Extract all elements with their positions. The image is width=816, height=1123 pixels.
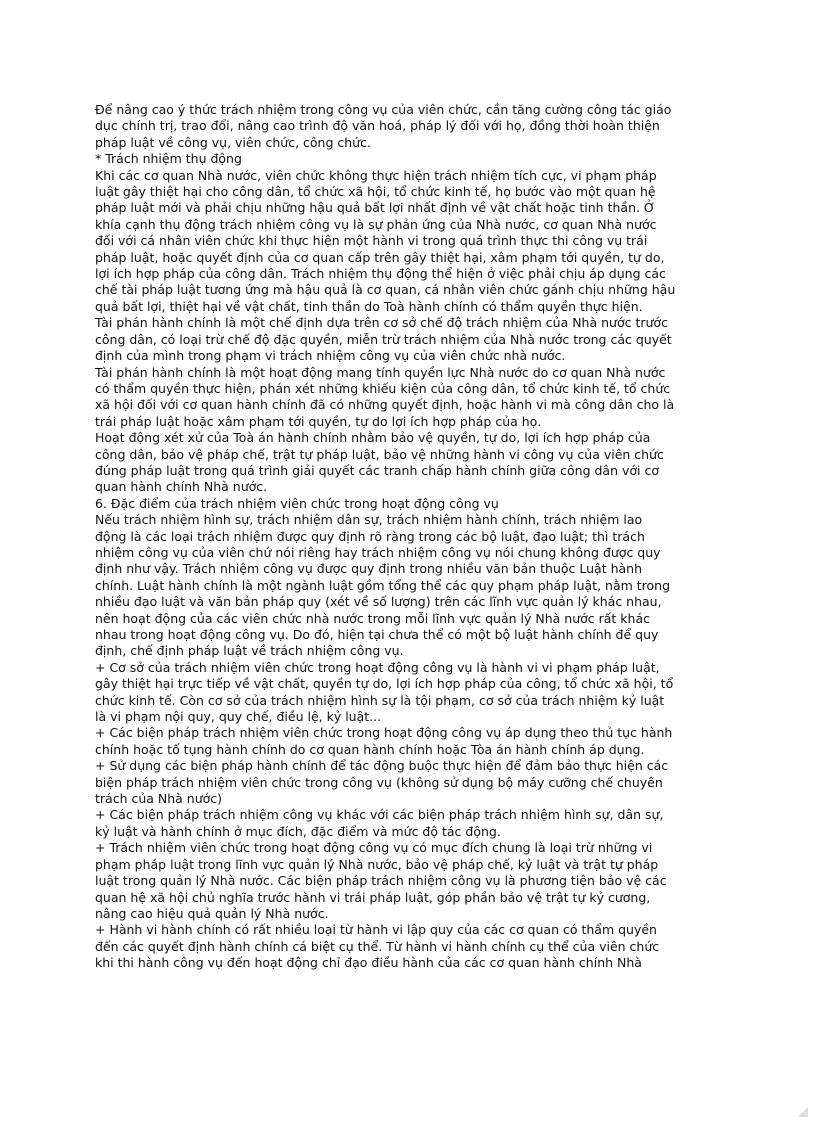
paragraph-intro: Để nâng cao ý thức trách nhiệm trong công vụ của viên chức, cần tăng cường công tác giáo dục chính trị, trao đổi, nâng cao trình độ văn hoá, pháp lý đối với họ, đồng thời hoàn thiện pháp luật về công vụ, viên chức, công chức. — [95, 102, 672, 150]
heading-section-6: 6. Đặc điểm của trách nhiệm viên chức trong hoạt động công vụ — [95, 495, 499, 511]
bullet-measures-procedure: + Các biện pháp trách nhiệm viên chức trong hoạt động công vụ áp dụng theo thủ tục hành chính hoặc tố tụng hành chính do cơ quan hành chính hoặc Tòa án hành chính áp dụng. — [95, 725, 673, 757]
paragraph-passive-responsibility: Khi các cơ quan Nhà nước, viên chức không thực hiện trách nhiệm tích cực, vi phạm pháp luật gây thiệt hại cho công dân, tổ chức xã hội, tổ chức kinh tế, họ bước vào một quan hệ pháp luật mới và phải chịu những hậu quả bất lợi nhất định về vật chất hoặc tinh thần. Ở khía cạnh thụ động trách nhiệm công vụ là sự phản ứng của Nhà nước, cơ quan Nhà nước đối với cá nhân viên chức khi thực hiện một hành vi trong quá trình thực thi công vụ trái pháp luật, hoặc quyết định của cơ quan cấp trên gây thiệt hại, xâm phạm tới quyền, tự do, lợi ích hợp pháp của công dân. Trách nhiệm thụ động thể hiện ở việc phải chịu áp dụng các chế tài pháp luật tương ứng mà hậu quả là cơ quan, cá nhân viên chức gánh chịu những hậu quả bất lợi, thiệt hại về vật chất, tinh thần do Toà hành chính có thẩm quyền thực hiện. — [95, 167, 676, 314]
paragraph-responsibility-types: Nếu trách nhiệm hình sự, trách nhiệm dân sự, trách nhiệm hành chính, trách nhiệm lao động là các loại trách nhiệm được quy định rõ ràng trong các bộ luật, đạo luật; thì trách nhiệm công vụ của viên chứ nói riêng hay trách nhiệm công vụ nói chung không được quy định như vậy. Trách nhiệm công vụ được quy định trong nhiều văn bản thuộc Luật hành chính. Luật hành chính là một ngành luật gồm tổng thể các quy phạm pháp luật, nằm trong nhiều đạo luật và văn bản pháp quy (xét về số lượng) trên các lĩnh vực quản lý khác nhau, nên hoạt động của các viên chức nhà nước trong mỗi lĩnh vực quản lý Nhà nước rất khác nhau trong hoạt động công vụ. Do đó, hiện tại chưa thể có một bộ luật hành chính để quy định, chế định pháp luật về trách nhiệm công vụ. — [95, 512, 671, 659]
bullet-measures-difference: + Các biện pháp trách nhiệm công vụ khác với các biện pháp trách nhiệm hình sự, dân sự, kỷ luật và hành chính ở mục đích, đặc điểm và mức độ tác động. — [95, 807, 664, 839]
paragraph-administrative-jurisdiction-1: Tài phán hành chính là một chế định dựa trên cơ sở chế độ trách nhiệm của Nhà nước trước công dân, có loại trừ chế độ đặc quyền, miễn trừ trách nhiệm của Nhà nước trong các quyết định của mình trong phạm vi trách nhiệm công vụ của viên chức nhà nước. — [95, 315, 672, 364]
document-body — [95, 102, 725, 972]
paragraph-administrative-jurisdiction-2: Tài phán hành chính là một hoạt động mang tính quyền lực Nhà nước do cơ quan Nhà nước có thẩm quyền thực hiện, phán xét những khiếu kiện của công dân, tổ chức kinh tế, tổ chức xã hội đối với cơ quan hành chính đã có những quyết định, hoặc hành vi mà công dân cho là trái pháp luật hoặc xâm phạm tới quyền, tự do lợi ích hợp pháp của họ. — [95, 364, 675, 429]
bullet-administrative-acts: + Hành vi hành chính có rất nhiều loại từ hành vi lập quy của các cơ quan có thẩm quyền đến các quyết định hành chính cá biệt cụ thể. Từ hành vi hành chính cụ thể của viên chức khi thi hành công vụ đến hoạt động chỉ đạo điều hành của các cơ quan hành chính Nhà — [95, 922, 660, 971]
heading-passive-responsibility: * Trách nhiệm thụ động — [95, 151, 242, 167]
bullet-purpose: + Trách nhiệm viên chức trong hoạt động công vụ có mục đích chung là loại trừ những vi phạm pháp luật trong lĩnh vực quản lý Nhà nước, bảo vệ pháp chế, kỷ luật và trật tự pháp luật trong quản lý Nhà nước. Các biện pháp trách nhiệm công vụ là phương tiện bảo vệ các quan hệ xã hội chủ nghĩa trước hành vi trái pháp luật, góp phần bảo vệ trật tự kỷ cương, nâng cao hiệu quả quản lý Nhà nước. — [95, 840, 667, 921]
bullet-basis: + Cơ sở của trách nhiệm viên chức trong hoạt động công vụ là hành vi vi phạm pháp luật, gây thiệt hại trực tiếp về vật chất, quyền tự do, lợi ích hợp pháp của công, tổ chức xã hội, tổ chức kinh tế. Còn cơ sở của trách nhiệm hình sự là tội phạm, cơ sở của trách nhiệm kỷ luật là vi phạm nội quy, quy chế, điều lệ, kỷ luật... — [95, 659, 674, 725]
page-corner-mark — [798, 1107, 808, 1117]
paragraph-court-activity: Hoạt động xét xử của Toà án hành chính nhằm bảo vệ quyền, tự do, lợi ích hợp pháp của công dân, bảo vệ pháp chế, trật tự pháp luật, bảo vệ những hành vi công vụ của viên chức đúng pháp luật trong quá trình giải quyết các tranh chấp hành chính giữa công dân với cơ quan hành chính Nhà nước. — [95, 430, 664, 495]
bullet-administrative-measures: + Sử dụng các biện pháp hành chính để tác động buộc thực hiện để đảm bảo thực hiện các biện pháp trách nhiệm viên chức trong công vụ (không sử dụng bộ máy cưỡng chế chuyên trách của Nhà nước) — [95, 758, 669, 807]
